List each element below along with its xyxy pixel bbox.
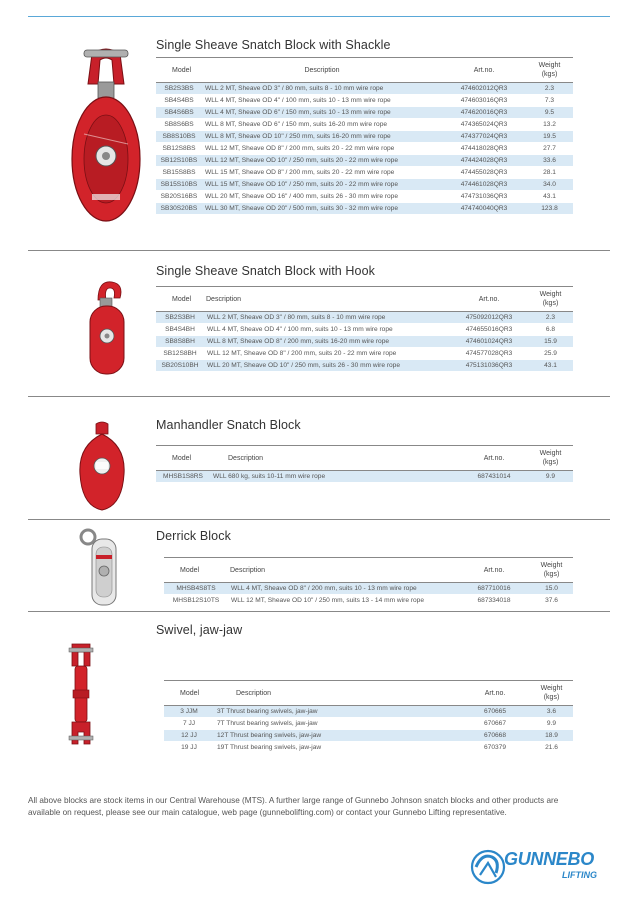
table-row [164,730,573,742]
cell-model: SB12S10BS [156,155,202,167]
cell-weight: 9.9 [528,471,573,483]
table-row [156,312,573,324]
cell-model: MHSB4S8TS [164,583,228,595]
cell-description: WLL 4 MT, Sheave OD 4" / 100 mm, suits 10 - 13 mm wire rope [202,95,442,107]
cell-weight: 2.3 [526,83,573,95]
cell-artno: 474424028QR3 [442,155,526,167]
cell-description: 7T Thrust bearing swivels, jaw-jaw [214,718,460,730]
cell-description: WLL 12 MT, Sheave OD 8" / 200 mm, suits 20 - 22 mm wire rope [204,348,450,360]
table-row [156,348,573,360]
snatch-block-hook-image [76,278,136,380]
cell-weight: 19.5 [526,131,573,143]
cell-artno: 474731036QR3 [442,191,526,203]
cell-artno: 474461028QR3 [442,179,526,191]
table-swivel [164,680,573,754]
header-description: Description [210,446,460,471]
table-row [156,191,573,203]
cell-weight: 13.2 [526,119,573,131]
section-title-shackle: Single Sheave Snatch Block with Shackle [156,38,391,52]
cell-model: SB30S20BS [156,203,202,215]
cell-model: 7 JJ [164,718,214,730]
cell-model: 3 JJM [164,706,214,718]
header-weight: Weight (kgs) [530,558,573,583]
header-description: Description [228,558,458,583]
gunnebo-emblem-icon [470,847,506,887]
cell-model: 12 JJ [164,730,214,742]
cell-model: SB4S4BH [156,324,204,336]
table-row [156,155,573,167]
cell-description: WLL 8 MT, Sheave OD 10" / 250 mm, suits 16-20 mm wire rope [202,131,442,143]
cell-weight: 27.7 [526,143,573,155]
header-artno: Art.no. [458,558,530,583]
cell-weight: 18.9 [530,730,573,742]
section-divider [28,611,610,612]
header-description: Description [202,58,442,83]
cell-description: WLL 4 MT, Sheave OD 4" / 100 mm, suits 10 - 13 mm wire rope [204,324,450,336]
cell-weight: 15.9 [528,336,573,348]
cell-description: WLL 12 MT, Sheave OD 10" / 250 mm, suits 13 - 14 mm wire rope [228,595,458,607]
cell-artno: 670665 [460,706,530,718]
logo-subtitle: LIFTING [562,870,597,880]
cell-description: WLL 8 MT, Sheave OD 6" / 150 mm, suits 16-20 mm wire rope [202,119,442,131]
section-divider [28,396,610,397]
top-rule [28,16,610,17]
cell-artno: 474740040QR3 [442,203,526,215]
table-row [156,167,573,179]
section-divider [28,250,610,251]
table-row [156,471,573,483]
table-body-shackle [156,83,573,215]
cell-model: SB20S16BS [156,191,202,203]
cell-model: SB15S8BS [156,167,202,179]
cell-artno: 670668 [460,730,530,742]
header-model: Model [164,558,228,583]
cell-model: SB15S10BS [156,179,202,191]
derrick-block-image [76,525,128,613]
cell-description: WLL 2 MT, Sheave OD 3" / 80 mm, suits 8 - 10 mm wire rope [202,83,442,95]
header-model: Model [156,446,210,471]
cell-model: SB20S10BH [156,360,204,372]
header-artno: Art.no. [460,446,528,471]
table-row [156,179,573,191]
cell-model: 19 JJ [164,742,214,754]
cell-model: SB4S4BS [156,95,202,107]
cell-description: WLL 4 MT, Sheave OD 8" / 200 mm, suits 10 - 13 mm wire rope [228,583,458,595]
cell-description: WLL 2 MT, Sheave OD 3" / 80 mm, suits 8 - 10 mm wire rope [204,312,450,324]
cell-description: WLL 30 MT, Sheave OD 20" / 500 mm, suits 30 - 32 mm wire rope [202,203,442,215]
table-derrick [164,557,573,607]
cell-weight: 123.8 [526,203,573,215]
cell-model: SB8S8BH [156,336,204,348]
cell-artno: 474455028QR3 [442,167,526,179]
cell-artno: 474365024QR3 [442,119,526,131]
cell-description: WLL 20 MT, Sheave OD 16" / 400 mm, suits 26 - 30 mm wire rope [202,191,442,203]
cell-model: SB12S8BS [156,143,202,155]
cell-description: WLL 20 MT, Sheave OD 10" / 250 mm, suits 26 - 30 mm wire rope [204,360,450,372]
cell-artno: 475131036QR3 [450,360,528,372]
table-row [156,143,573,155]
cell-artno: 474601024QR3 [450,336,528,348]
cell-description: WLL 15 MT, Sheave OD 10" / 250 mm, suits 20 - 22 mm wire rope [202,179,442,191]
table-row [156,324,573,336]
table-row [156,131,573,143]
header-description: Description [214,681,460,706]
cell-artno: 687710016 [458,583,530,595]
cell-artno: 474377024QR3 [442,131,526,143]
table-row [156,119,573,131]
header-weight: Weight (kgs) [526,58,573,83]
cell-weight: 15.0 [530,583,573,595]
table-row [164,583,573,595]
table-shackle [156,57,573,215]
cell-weight: 9.9 [530,718,573,730]
cell-model: SB2S3BH [156,312,204,324]
cell-model: SB12S8BH [156,348,204,360]
logo-wordmark: GUNNEBO [504,849,594,869]
footer-note: All above blocks are stock items in our Central Warehouse (MTS). A further large range of Gunnebo Johnson snatch blocks and other products are available on request, please see our main catalogue, web page (gunnebolifting.com) or contact your Gunnebo Lifting representative. [28,796,559,817]
cell-weight: 34.0 [526,179,573,191]
section-title-swivel: Swivel, jaw-jaw [156,623,243,637]
cell-weight: 28.1 [526,167,573,179]
cell-weight: 2.3 [528,312,573,324]
table-row [164,706,573,718]
cell-artno: 670379 [460,742,530,754]
table-row [156,107,573,119]
table-body-hook [156,312,573,372]
table-row [156,83,573,95]
cell-weight: 37.6 [530,595,573,607]
cell-description: WLL 8 MT, Sheave OD 8" / 200 mm, suits 16-20 mm wire rope [204,336,450,348]
cell-artno: 474602012QR3 [442,83,526,95]
cell-model: SB8S10BS [156,131,202,143]
table-body-derrick [164,583,573,607]
cell-artno: 474418028QR3 [442,143,526,155]
cell-weight: 9.5 [526,107,573,119]
cell-weight: 21.6 [530,742,573,754]
cell-model: MHSB12S10TS [164,595,228,607]
header-artno: Art.no. [450,287,528,312]
gunnebo-lifting-logo [470,843,620,893]
header-weight: Weight (kgs) [528,446,573,471]
cell-weight: 33.6 [526,155,573,167]
cell-weight: 43.1 [526,191,573,203]
cell-weight: 7.3 [526,95,573,107]
cell-description: 12T Thrust bearing swivels, jaw-jaw [214,730,460,742]
section-title-manhandler: Manhandler Snatch Block [156,418,301,432]
snatch-block-shackle-image [62,44,150,234]
cell-artno: 474577028QR3 [450,348,528,360]
header-weight: Weight (kgs) [528,287,573,312]
cell-artno: 687334018 [458,595,530,607]
cell-description: 19T Thrust bearing swivels, jaw-jaw [214,742,460,754]
cell-artno: 475092012QR3 [450,312,528,324]
table-hook [156,286,573,372]
cell-artno: 474655016QR3 [450,324,528,336]
table-row [156,336,573,348]
section-title-derrick: Derrick Block [156,529,231,543]
section-title-hook: Single Sheave Snatch Block with Hook [156,264,375,278]
cell-artno: 670667 [460,718,530,730]
header-model: Model [156,287,204,312]
header-model: Model [156,58,202,83]
table-row [156,203,573,215]
cell-weight: 6.8 [528,324,573,336]
cell-weight: 43.1 [528,360,573,372]
header-artno: Art.no. [442,58,526,83]
table-row [156,360,573,372]
cell-artno: 474620016QR3 [442,107,526,119]
table-body-swivel [164,706,573,754]
table-row [164,742,573,754]
cell-description: WLL 12 MT, Sheave OD 8" / 200 mm, suits 20 - 22 mm wire rope [202,143,442,155]
cell-model: MHSB1S8RS [156,471,210,483]
header-description: Description [204,287,450,312]
table-row [164,595,573,607]
header-artno: Art.no. [460,681,530,706]
cell-weight: 25.9 [528,348,573,360]
header-weight: Weight (kgs) [530,681,573,706]
cell-weight: 3.6 [530,706,573,718]
cell-model: SB8S6BS [156,119,202,131]
cell-model: SB2S3BS [156,83,202,95]
cell-description: WLL 15 MT, Sheave OD 8" / 200 mm, suits 20 - 22 mm wire rope [202,167,442,179]
table-row [156,95,573,107]
cell-description: WLL 680 kg, suits 10-11 mm wire rope [210,471,460,483]
manhandler-block-image [74,420,130,512]
table-manhandler [156,445,573,483]
cell-artno: 687431014 [460,471,528,483]
table-body-manhandler [156,471,573,483]
cell-description: WLL 4 MT, Sheave OD 6" / 150 mm, suits 10 - 13 mm wire rope [202,107,442,119]
cell-artno: 474603016QR3 [442,95,526,107]
cell-description: 3T Thrust bearing swivels, jaw-jaw [214,706,460,718]
swivel-jaw-jaw-image [66,640,96,750]
cell-model: SB4S6BS [156,107,202,119]
table-row [164,718,573,730]
cell-description: WLL 12 MT, Sheave OD 10" / 250 mm, suits 20 - 22 mm wire rope [202,155,442,167]
section-divider [28,519,610,520]
header-model: Model [164,681,214,706]
